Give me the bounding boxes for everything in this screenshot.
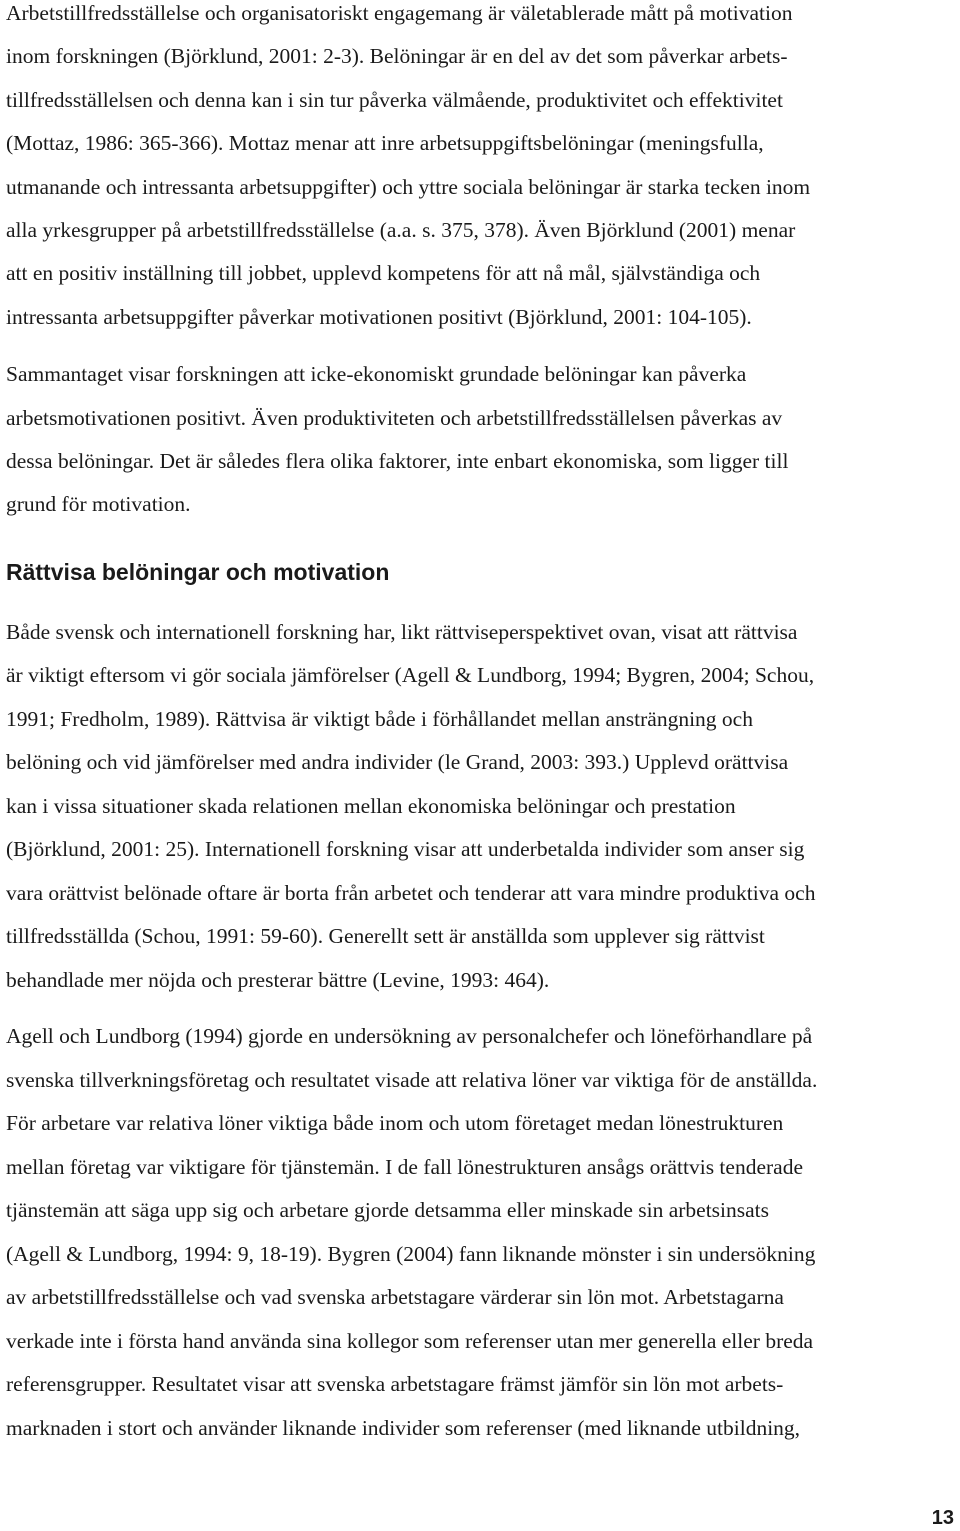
paragraph-1-line-2: inom forskningen (Björklund, 2001: 2-3). Belöningar är en del av det som påverkar arbets- <box>6 44 788 68</box>
paragraph-2-line-1: Sammantaget visar forskningen att icke-ekonomiskt grundade belöningar kan påverka <box>6 362 747 386</box>
paragraph-3-line-9: behandlade mer nöjda och presterar bättre (Levine, 1993: 464). <box>6 968 550 992</box>
paragraph-3-line-4: belöning och vid jämförelser med andra individer (le Grand, 2003: 393.) Upplevd orättvisa <box>6 750 789 774</box>
paragraph-1-line-6: alla yrkesgrupper på arbetstillfredsställelse (a.a. s. 375, 378). Även Björklund (2001) menar <box>6 218 796 242</box>
paragraph-4-line-10: marknaden i stort och använder liknande individer som referenser (med liknande utbildning, <box>6 1416 801 1440</box>
paragraph-1-line-8: intressanta arbetsuppgifter påverkar motivationen positivt (Björklund, 2001: 104-105). <box>6 305 752 329</box>
paragraph-1-line-5: utmanande och intressanta arbetsuppgifter) och yttre sociala belöningar är starka tecken inom <box>6 175 811 199</box>
paragraph-3-line-7: vara orättvist belönade oftare är borta från arbetet och tenderar att vara mindre produktiva och <box>6 881 816 905</box>
paragraph-1-line-1: Arbetstillfredsställelse och organisatoriskt engagemang är väletablerade mått på motivation <box>6 1 793 25</box>
paragraph-4-line-3: För arbetare var relativa löner viktiga både inom och utom företaget medan lönestrukturen <box>6 1111 784 1135</box>
paragraph-1-line-3: tillfredsställelsen och denna kan i sin tur påverka välmående, produktivitet och effektivitet <box>6 88 783 112</box>
paragraph-1-line-4: (Mottaz, 1986: 365-366). Mottaz menar att inre arbetsuppgiftsbelöningar (meningsfulla, <box>6 131 764 155</box>
paragraph-4-line-7: av arbetstillfredsställelse och vad svenska arbetstagare värderar sin lön mot. Arbetstagarna <box>6 1285 784 1309</box>
paragraph-3-line-8: tillfredsställda (Schou, 1991: 59-60). Generellt sett är anställda som upplever sig rättvist <box>6 924 765 948</box>
paragraph-2-line-2: arbetsmotivationen positivt. Även produktiviteten och arbetstillfredsställelsen påverkas av <box>6 406 783 430</box>
section-heading: Rättvisa belöningar och motivation <box>6 559 390 585</box>
paragraph-3-line-2: är viktigt eftersom vi gör sociala jämförelser (Agell & Lundborg, 1994; Bygren, 2004; Schou, <box>6 663 815 687</box>
paragraph-4-line-2: svenska tillverkningsföretag och resultatet visade att relativa löner var viktiga för de anställda. <box>6 1068 818 1092</box>
paragraph-3-line-3: 1991; Fredholm, 1989). Rättvisa är viktigt både i förhållandet mellan ansträngning och <box>6 707 753 731</box>
paragraph-4-line-6: (Agell & Lundborg, 1994: 9, 18-19). Bygren (2004) fann liknande mönster i sin undersökning <box>6 1242 816 1266</box>
page-number: 13 <box>931 1507 954 1529</box>
paragraph-2-line-3: dessa belöningar. Det är således flera olika faktorer, inte enbart ekonomiska, som ligger till <box>6 449 789 473</box>
paragraph-4-line-8: verkade inte i första hand använda sina kollegor som referenser utan mer generella eller breda <box>6 1329 814 1353</box>
paragraph-4-line-1: Agell och Lundborg (1994) gjorde en undersökning av personalchefer och löneförhandlare på <box>6 1024 813 1048</box>
paragraph-4-line-9: referensgrupper. Resultatet visar att svenska arbetstagare främst jämför sin lön mot arbets- <box>6 1372 784 1396</box>
paragraph-1-line-7: att en positiv inställning till jobbet, upplevd kompetens för att nå mål, självständiga och <box>6 261 761 285</box>
paragraph-2-line-4: grund för motivation. <box>6 492 191 516</box>
paragraph-3-line-5: kan i vissa situationer skada relationen mellan ekonomiska belöningar och prestation <box>6 794 736 818</box>
paragraph-4-line-4: mellan företag var viktigare för tjänstemän. I de fall lönestrukturen ansågs orättvis tenderade <box>6 1155 803 1179</box>
paragraph-3-line-1: Både svensk och internationell forskning har, likt rättviseperspektivet ovan, visat att rättvisa <box>6 620 798 644</box>
paragraph-4-line-5: tjänstemän att säga upp sig och arbetare gjorde detsamma eller minskade sin arbetsinsats <box>6 1198 770 1222</box>
paragraph-3-line-6: (Björklund, 2001: 25). Internationell forskning visar att underbetalda individer som anser sig <box>6 837 805 861</box>
